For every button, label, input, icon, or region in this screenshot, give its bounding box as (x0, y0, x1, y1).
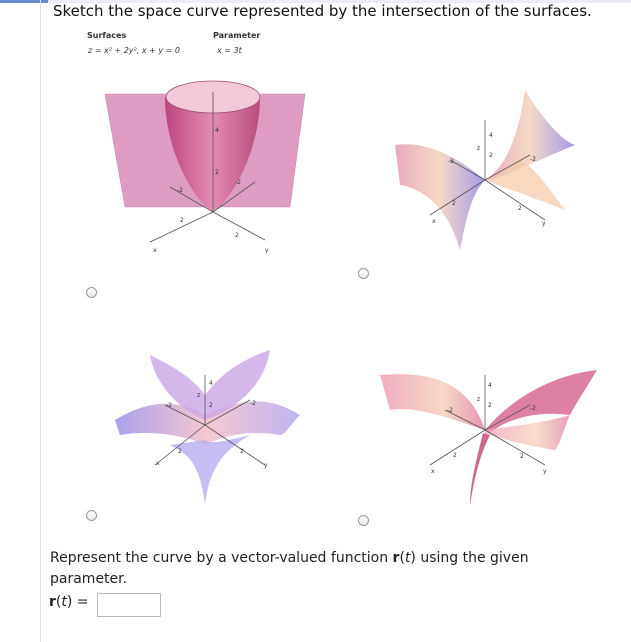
svg-text:2: 2 (452, 200, 456, 207)
option-d-radio[interactable] (358, 515, 369, 526)
svg-text:4: 4 (215, 127, 219, 134)
svg-text:y: y (264, 462, 268, 469)
svg-text:2: 2 (520, 453, 524, 460)
svg-text:z: z (477, 396, 481, 403)
answer-label: r(t) = (49, 594, 89, 610)
option-b-graph (390, 85, 580, 260)
svg-text:-2: -2 (530, 405, 536, 412)
svg-text:2: 2 (235, 232, 239, 239)
svg-text:-2: -2 (447, 407, 453, 414)
svg-text:2: 2 (453, 452, 457, 459)
svg-text:2: 2 (518, 205, 522, 212)
option-c-graph (110, 335, 310, 510)
svg-text:x: x (431, 468, 435, 475)
svg-text:-2: -2 (166, 402, 172, 409)
surfaces-header: Surfaces (87, 31, 127, 40)
question-prompt: Sketch the space curve represented by the intersection of the surfaces. (53, 2, 592, 20)
svg-text:2: 2 (488, 402, 492, 409)
svg-text:x: x (153, 247, 157, 254)
svg-text:-2: -2 (177, 187, 183, 194)
option-d-graph (375, 355, 600, 515)
svg-text:2: 2 (489, 152, 493, 159)
svg-text:-2: -2 (235, 179, 241, 186)
svg-text:4: 4 (489, 132, 493, 139)
option-a-graph (95, 62, 335, 267)
svg-text:2: 2 (178, 448, 182, 455)
svg-text:z: z (477, 145, 481, 152)
parameter-equation: x = 3t (217, 46, 242, 55)
surfaces-equation: z = x² + 2y², x + y = 0 (88, 46, 180, 55)
svg-text:2: 2 (209, 402, 213, 409)
svg-text:4: 4 (488, 382, 492, 389)
svg-text:-2: -2 (448, 158, 454, 165)
svg-text:2: 2 (180, 217, 184, 224)
part2-prompt: Represent the curve by a vector-valued function r(t) using the given parameter. (50, 550, 529, 587)
svg-text:4: 4 (209, 380, 213, 387)
parameter-header: Parameter (213, 31, 261, 40)
svg-text:y: y (543, 468, 547, 475)
option-a-radio[interactable] (86, 287, 97, 298)
svg-text:-2: -2 (250, 400, 256, 407)
svg-text:z: z (197, 392, 201, 399)
svg-text:y: y (265, 247, 269, 254)
svg-text:y: y (542, 220, 546, 227)
svg-text:-2: -2 (530, 156, 536, 163)
svg-text:x: x (156, 460, 160, 467)
svg-text:x: x (432, 218, 436, 225)
option-b-radio[interactable] (358, 268, 369, 279)
option-c-radio[interactable] (86, 510, 97, 521)
svg-text:2: 2 (240, 448, 244, 455)
svg-text:2: 2 (215, 169, 219, 176)
answer-input[interactable] (97, 593, 161, 617)
